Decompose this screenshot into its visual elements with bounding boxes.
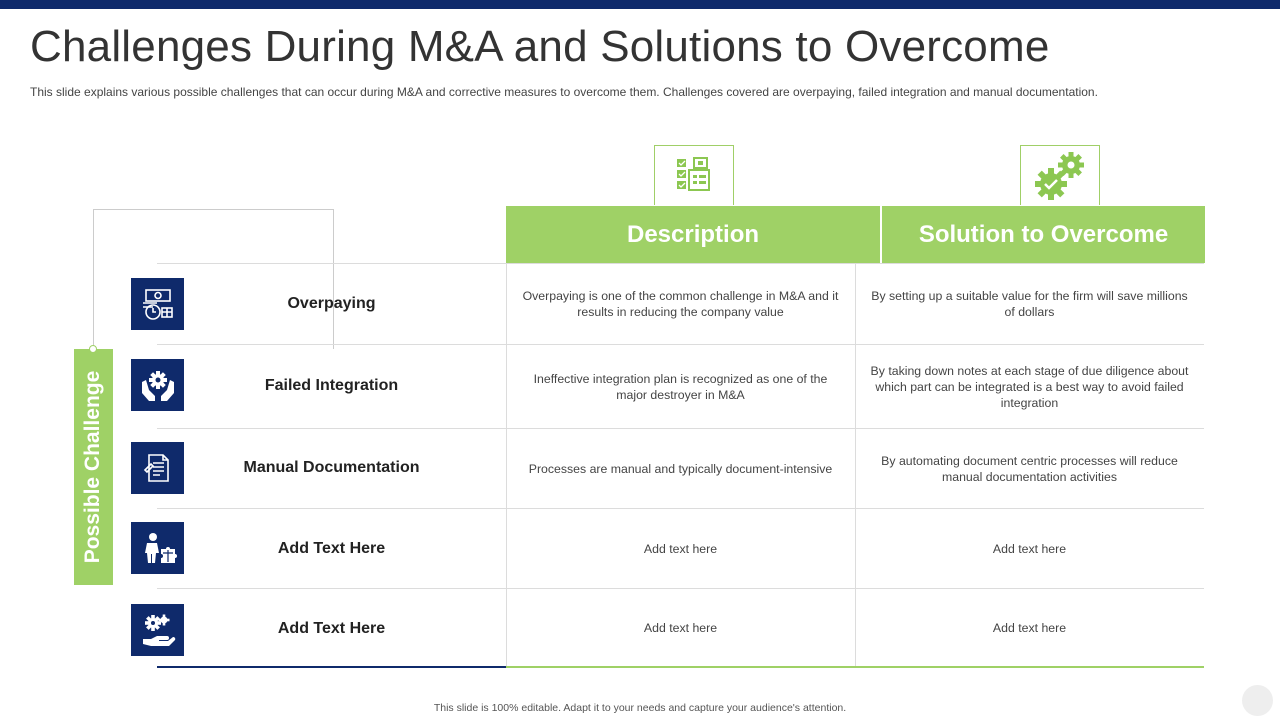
solution-icon-box [1020, 145, 1100, 205]
row-title: Add Text Here [277, 620, 386, 637]
solution-header: Solution to Overcome [882, 206, 1205, 263]
row-title: Overpaying [287, 295, 376, 312]
gears-icon [1033, 151, 1087, 201]
corner-circle [1242, 685, 1273, 716]
bottom-rule-green [506, 666, 1204, 668]
page-subtitle: This slide explains various possible challenges that can occur during M&A and corrective measures to overcome them. Challenges covered are overpaying, failed integration and manual documentation. [30, 85, 1098, 99]
bracket-dot [89, 345, 97, 353]
row-description: Ineffective integration plan is recognized as one of the major destroyer in M&A [533, 371, 828, 402]
row-description: Add text here [643, 541, 718, 556]
footer-note: This slide is 100% editable. Adapt it to your needs and capture your audience's attention. [433, 702, 847, 714]
description-icon-box [654, 145, 734, 205]
row-solution: By automating document centric processes will reduce manual documentation activities [881, 453, 1178, 484]
row-description: Overpaying is one of the common challenge in M&A and it results in reducing the company value [522, 289, 839, 319]
page-title: Challenges During M&A and Solutions to Overcome [30, 22, 1050, 71]
row-description: Processes are manual and typically document-intensive [528, 461, 833, 476]
top-accent-bar [0, 0, 1280, 9]
row-solution: Add text here [992, 541, 1067, 556]
challenge-bracket [93, 209, 334, 349]
bottom-rule-navy [157, 666, 506, 668]
row-solution: Add text here [992, 620, 1067, 635]
row-description: Add text here [643, 620, 718, 635]
row-title: Failed Integration [264, 377, 399, 394]
possible-challenge-label: Possible Challenge [81, 370, 104, 564]
description-header: Description [506, 206, 880, 263]
row-title: Manual Documentation [243, 459, 420, 476]
row-title: Add Text Here [277, 540, 386, 557]
checklist-icon [674, 156, 714, 196]
row-solution: By setting up a suitable value for the firm will save millions of dollars [871, 289, 1188, 319]
row-solution: By taking down notes at each stage of due diligence about which part can be integrated is a best way to avoid failed integration [870, 363, 1189, 410]
